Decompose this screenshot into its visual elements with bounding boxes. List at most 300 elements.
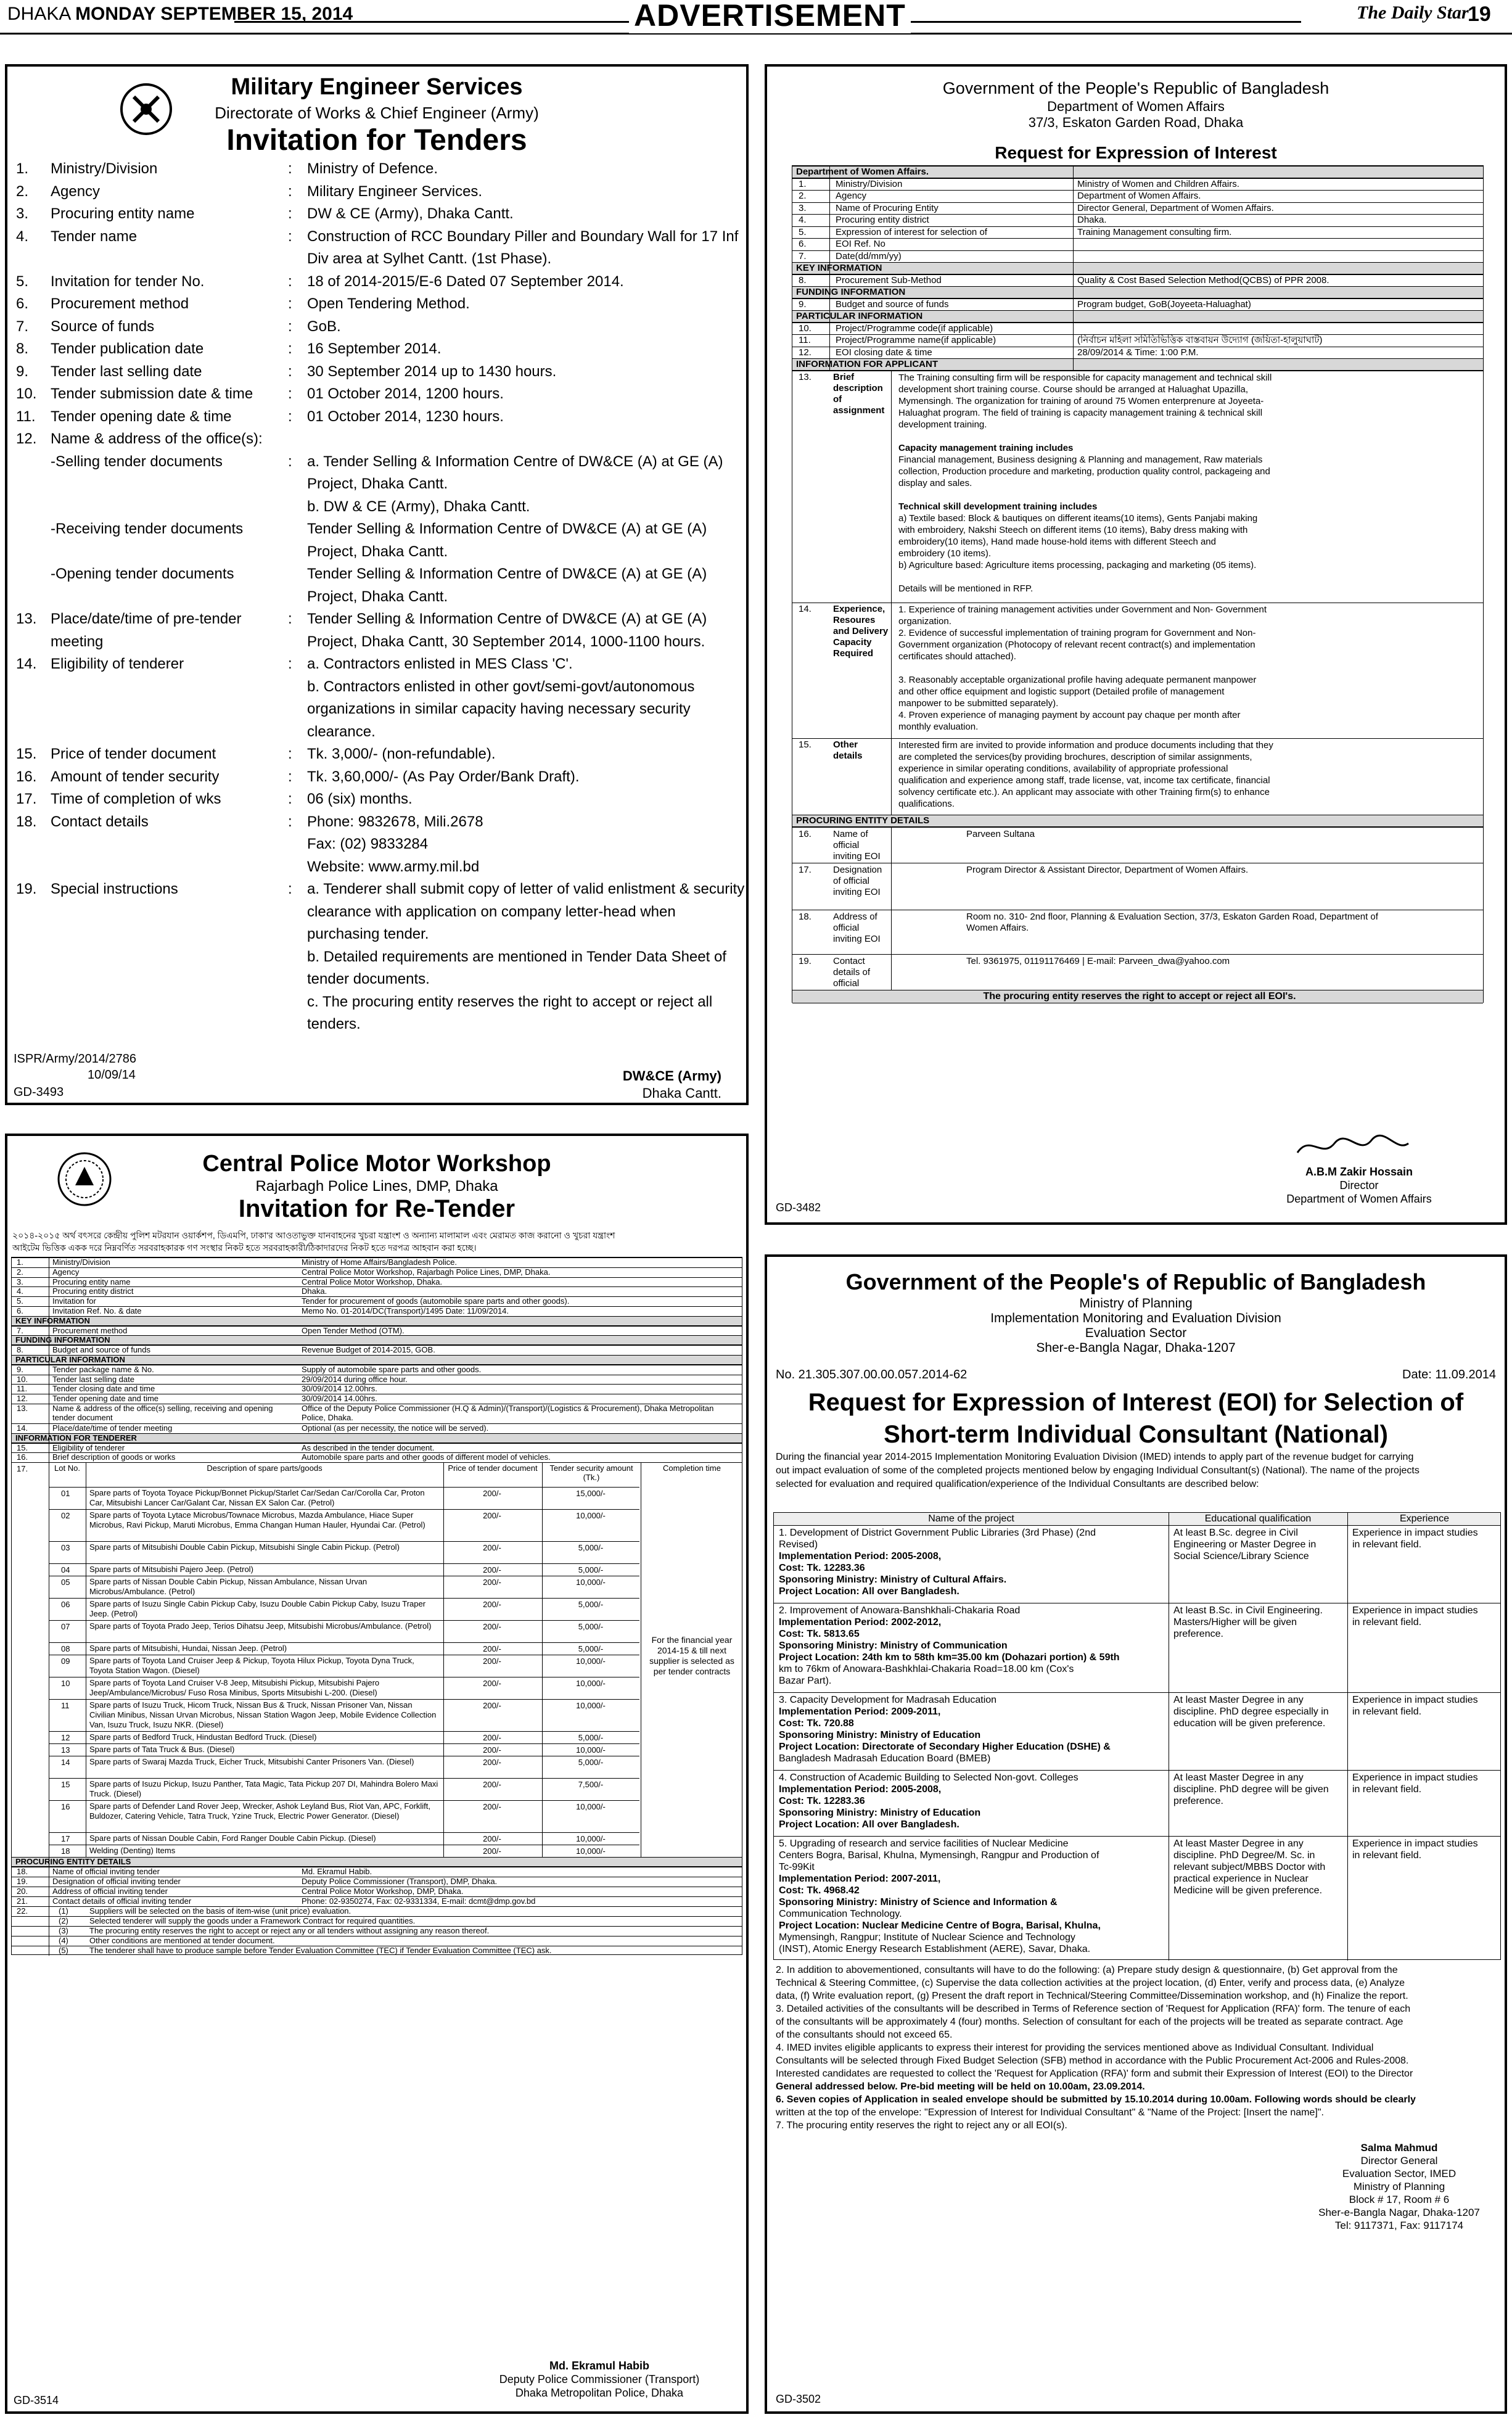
- cpmw-lot-no: 11: [61, 1701, 70, 1711]
- dwa-row-label: Project/Programme name(if applicable): [836, 335, 996, 345]
- mes-row-colon: :: [288, 205, 292, 222]
- mes-row-num: 5.: [16, 273, 29, 290]
- imed-edu-line: Engineering or Master Degree in: [1173, 1539, 1317, 1550]
- cpmw-row-value: Memo No. 01-2014/DC(Transport)/1495 Date: 11/09/2014.: [302, 1306, 509, 1315]
- cpmw-row-label: Tender package name & No.: [52, 1364, 154, 1374]
- imed-exp-line: Experience in impact studies: [1352, 1605, 1478, 1616]
- mes-row-value: Tk. 3,60,000/- (As Pay Order/Bank Draft).: [307, 768, 580, 785]
- dwa-brief-line: Mymensingh. The organization for training of around 75 Women enterprenure at Joyeeta-: [898, 395, 1264, 406]
- imed-title-1: Request for Expression of Interest (EOI) for Selection of: [808, 1389, 1464, 1416]
- mes-row-label: Procuring entity name: [51, 205, 195, 222]
- imed-edu-line: discipline. PhD degree especially in: [1173, 1706, 1329, 1717]
- cpmw-lot-price: 200/-: [483, 1834, 501, 1844]
- mes-sign-1: DW&CE (Army): [622, 1068, 721, 1084]
- cpmw-note-idx: (3): [59, 1926, 68, 1936]
- cpmw-row-label: Place/date/time of tender meeting: [52, 1423, 173, 1433]
- cpmw-lot-no: 08: [61, 1644, 70, 1654]
- dwa-row: [792, 323, 1483, 335]
- cpmw-lot-desc: Spare parts of Mitsubishi Double Cabin Pickup, Mitsubishi Single Cabin Pickup. (Petrol): [89, 1542, 400, 1552]
- dwa-row-label: Name of Procuring Entity: [836, 202, 939, 213]
- cpmw-lot-price: 200/-: [483, 1758, 501, 1768]
- cpmw-lot-security: 10,000/-: [576, 1701, 606, 1711]
- dwa-brief-line: display and sales.: [898, 477, 972, 488]
- dwa-row-value: Ministry of Women and Children Affairs.: [1077, 178, 1239, 189]
- mes-row-value: Div area at Sylhet Cantt. (1st Phase).: [307, 250, 552, 267]
- dwa-eoi-ad: [765, 64, 1507, 1225]
- cpmw-note-idx: (1): [59, 1906, 68, 1916]
- imed-edu-line: preference.: [1173, 1629, 1223, 1639]
- dwa-signature-icon: [1291, 1131, 1415, 1162]
- cpmw-lot-no: 06: [61, 1600, 70, 1610]
- cpmw-retender-ad: [5, 1134, 749, 2414]
- imed-edu-line: Masters/Higher will be given: [1173, 1617, 1297, 1628]
- imed-project-line: Centers Bogra, Barisal, Khulna, Mymensingh, Rangpur and Production of: [779, 1850, 1099, 1861]
- imed-edu-line: discipline. PhD degree will be given: [1173, 1784, 1329, 1795]
- dwa-pe-label: Name of official inviting EOI: [833, 828, 881, 862]
- cpmw-lot-security: 10,000/-: [576, 1745, 606, 1755]
- dwa-row-value: Director General, Department of Women Affairs.: [1077, 202, 1274, 213]
- mes-row-value: Tender Selling & Information Centre of DW&CE (A) at GE (A): [307, 521, 707, 537]
- dwa-pe-value: Room no. 310- 2nd floor, Planning & Evaluation Section, 37/3, Eskaton Garden Road, Department of Women Affairs.: [966, 911, 1378, 933]
- cpmw-lot-security: 15,000/-: [576, 1489, 606, 1499]
- cpmw-row-label: Agency: [52, 1267, 80, 1277]
- dwa-pe-num: 17.: [799, 864, 811, 875]
- cpmw-note-idx: (4): [59, 1936, 68, 1946]
- cpmw-lot-security: 5,000/-: [578, 1600, 604, 1610]
- cpmw-row-value: Office of the Deputy Police Commissioner (H.Q & Admin)/(Transport)/(Logistics & Procurement), Dhaka Metropolitan Police, Dhaka.: [302, 1404, 714, 1422]
- cpmw-lot-security: 5,000/-: [578, 1758, 604, 1768]
- cpmw-intro-2: আইটেম ভিত্তিক একক দরে নিম্নবর্ণিত সরবরাহকারক গণ সংস্থার নিকট হতে সরবরাহকারী/ঠিকাদারদের নিকট হতে দরপত্র আহবান করা হচ্ছে।: [12, 1243, 477, 1253]
- cpmw-lot-security: 10,000/-: [576, 1846, 606, 1856]
- mes-row-colon: :: [288, 453, 292, 470]
- cpmw-row-num: 11.: [17, 1384, 28, 1394]
- cpmw-lot-desc: Spare parts of Defender Land Rover Jeep, Wrecker, Ashok Leyland Bus, Riot Van, APC, Forklift, Buldozer, Catering Vehicle, Tatra Truck, Yzine Truck, Electric Power Generator. (Diesel): [89, 1801, 431, 1821]
- mes-row-num: 12.: [16, 430, 37, 447]
- cpmw-lot-price: 200/-: [483, 1679, 501, 1689]
- imed-project-line: Revised): [779, 1539, 818, 1550]
- cpmw-lot-security: 10,000/-: [576, 1578, 606, 1587]
- cpmw-pe-label: Address of official inviting tender: [52, 1887, 168, 1896]
- cpmw-lot-no: 17: [61, 1834, 70, 1844]
- imed-project-line: Sponsoring Ministry: Ministry of Education: [779, 1808, 981, 1818]
- cpmw-completion: For the financial year 2014-15 & till next supplier is selected as per tender contracts: [649, 1635, 734, 1677]
- cpmw-row-num: 4.: [17, 1286, 23, 1296]
- cpmw-sig-org: Dhaka Metropolitan Police, Dhaka: [515, 2387, 684, 2399]
- cpmw-row-num: 13.: [17, 1404, 28, 1413]
- imed-project-line: Project Location: All over Bangladesh.: [779, 1586, 959, 1597]
- imed-note-line: 4. IMED invites eligible applicants to express their interest for providing the services mentioned above as Individual Consultant. Individual: [776, 2043, 1374, 2053]
- cpmw-row-label: Procuring entity name: [52, 1277, 131, 1286]
- dwa-brief-line: Haluaghat program. The field of training is capacity management training & technical skill: [898, 407, 1263, 418]
- dwa-pe-num: 16.: [799, 828, 811, 839]
- cpmw-lot-no: 03: [61, 1543, 70, 1553]
- mes-row-num: 4.: [16, 228, 29, 245]
- dwa-section-head: Department of Women Affairs.: [792, 166, 1483, 178]
- dwa-row: [792, 347, 1483, 359]
- dwa-row: [792, 214, 1483, 226]
- imed-project-line: Cost: Tk. 5813.65: [779, 1629, 860, 1639]
- dwa-exp-line: 3. Reasonably acceptable organizational profile having adequate permanent manpower: [898, 674, 1257, 685]
- mes-row-num: 17.: [16, 791, 37, 807]
- cpmw-row-value: 30/09/2014 12.00hrs.: [302, 1384, 377, 1394]
- mes-row-num: 11.: [16, 408, 36, 425]
- cpmw-lot-security: 5,000/-: [578, 1543, 604, 1553]
- imed-note-line: 2. In addition to abovementioned, consultants will have to do the following: (a) Prepare study design & questionnaire, (b) Get approval from the: [776, 1965, 1398, 1975]
- mes-row-value: Construction of RCC Boundary Piller and Boundary Wall for 17 Inf: [307, 228, 739, 245]
- dwa-addr: 37/3, Eskaton Garden Road, Dhaka: [1028, 115, 1244, 130]
- imed-note-line: data, (f) Write evaluation report, (g) Present the draft report in Technical/Steering Committee/Dissemination workshop, and (h) Finalize the report.: [776, 1991, 1408, 2001]
- imed-col-head: Experience: [1399, 1513, 1450, 1524]
- dwa-block-num: 15.: [799, 739, 811, 750]
- imed-project-line: km to 76km of Anowara-Bashkhlai-Chakaria Road=18.00 km (Cox's: [779, 1664, 1074, 1674]
- imed-exp-line: Experience in impact studies: [1352, 1838, 1478, 1849]
- imed-edu-line: relevant subject/MBBS Doctor with: [1173, 1862, 1326, 1872]
- dwa-row-value: 28/09/2014 & Time: 1:00 P.M.: [1077, 347, 1199, 358]
- cpmw-lot-security: 10,000/-: [576, 1511, 606, 1521]
- dwa-section-head: PARTICULAR INFORMATION: [792, 310, 1483, 323]
- imed-edu-line: Social Science/Library Science: [1173, 1551, 1309, 1562]
- mes-row-num: 14.: [16, 656, 37, 672]
- imed-eoi-ad: [765, 1254, 1507, 2414]
- cpmw-lot-desc: Welding (Denting) Items: [89, 1846, 176, 1856]
- cpmw-lot-desc: Spare parts of Isuzu Single Cabin Pickup Caby, Isuzu Double Cabin Pickup Caby, Isuzu Traper Jeep. (Petrol): [89, 1599, 426, 1619]
- dwa-col-divider: [1073, 166, 1074, 371]
- dwa-row: [792, 190, 1483, 202]
- mes-row-value: Website: www.army.mil.bd: [307, 858, 480, 875]
- imed-edu-line: At least Master Degree in any: [1173, 1772, 1304, 1783]
- mes-row-value: Military Engineer Services.: [307, 183, 483, 200]
- cpmw-lot-no: 07: [61, 1622, 70, 1632]
- cpmw-note-text: Suppliers will be selected on the basis of item-wise (unit price) evaluation.: [89, 1906, 351, 1916]
- imed-project-line: Project Location: Directorate of Secondary Higher Education (DSHE) &: [779, 1742, 1111, 1752]
- imed-date: Date: 11.09.2014: [1402, 1368, 1496, 1381]
- mes-row-colon: :: [288, 768, 292, 785]
- imed-title-2: Short-term Individual Consultant (National): [884, 1421, 1388, 1448]
- dwa-pe-label: Designation of official inviting EOI: [833, 864, 882, 897]
- dwa-row-label: Project/Programme code(if applicable): [836, 323, 993, 334]
- dwa-row-num: 1.: [799, 178, 807, 189]
- imed-project-line: Communication Technology.: [779, 1909, 902, 1919]
- mes-row-num: 8.: [16, 340, 29, 357]
- mes-row-num: 2.: [16, 183, 29, 200]
- dwa-exp-line: Government organization (Photocopy of relevant recent contract(s) and implementation: [898, 639, 1255, 650]
- mes-row-value: DW & CE (Army), Dhaka Cantt.: [307, 205, 514, 222]
- imed-note-line: 3. Detailed activities of the consultants will be described in Terms of Reference section of 'Request for Application (RFA)' form. The tenure of each: [776, 2004, 1411, 2014]
- dwa-row-num: 12.: [799, 347, 811, 358]
- imed-min: Ministry of Planning: [1079, 1296, 1193, 1311]
- cpmw-row-label: Tender closing date and time: [52, 1384, 155, 1394]
- cpmw-lot-no: 04: [61, 1565, 70, 1575]
- cpmw-intro-1: ২০১৪-২০১৫ অর্থ বৎসরে কেন্দ্রীয় পুলিশ মটরযান ওয়ার্কশপ, ডিএমপি, ঢাকা'র আওতাভুক্ত যানবাহনের খুচরা যন্ত্রাংশ ও অন্যান্য মালামাল এবং মেরামত কাজ করানো ও খুচরা যন্ত্রাংশ: [12, 1230, 615, 1240]
- cpmw-row-value: As described in the tender document.: [302, 1443, 435, 1452]
- mes-row-label: Agency: [51, 183, 101, 200]
- imed-note-line: of the consultants will be approximately 4 (four) months. Selection of consultant for each of the projects will be treated as separate contract. Age: [776, 2017, 1403, 2027]
- imed-exp-line: Experience in impact studies: [1352, 1695, 1478, 1705]
- dwa-pe-label: Contact details of official: [833, 955, 871, 989]
- mes-row-colon: :: [288, 318, 292, 335]
- imed-project-line: Project Location: Nuclear Medicine Centre of Bogra, Barisal, Khulna,: [779, 1920, 1101, 1931]
- imed-project-line: Implementation Period: 2002-2012,: [779, 1617, 942, 1628]
- mes-row-num: 10.: [16, 385, 37, 402]
- cpmw-title: Invitation for Re-Tender: [238, 1195, 516, 1222]
- imed-col-head: Name of the project: [928, 1513, 1014, 1524]
- mes-row-label: Price of tender document: [51, 746, 216, 762]
- cpmw-lot-head: Description of spare parts/goods: [207, 1463, 323, 1473]
- mes-row-colon: :: [288, 273, 292, 290]
- dwa-block-label: Brief description of assignment: [833, 371, 885, 416]
- dwa-exp-line: certificates should attached).: [898, 651, 1016, 662]
- dwa-exp-line: 1. Experience of training management activities under Government and Non- Government: [898, 604, 1267, 615]
- imed-project-line: Cost: Tk. 720.88: [779, 1718, 854, 1729]
- imed-edu-line: Medicine will be given preference.: [1173, 1885, 1323, 1896]
- dwa-row-value: Quality & Cost Based Selection Method(QCBS) of PPR 2008.: [1077, 274, 1329, 286]
- cpmw-lot-head: Completion time: [663, 1463, 721, 1473]
- dwa-exp-line: and other office equipment and logistic support (Detailed profile of management: [898, 686, 1225, 697]
- page-number: 19: [1468, 2, 1491, 26]
- mes-row-value: Open Tendering Method.: [307, 295, 470, 312]
- imed-project-line: Implementation Period: 2009-2011,: [779, 1706, 941, 1717]
- imed-projects-table: [773, 1512, 1501, 1960]
- mes-row-num: 1.: [16, 160, 29, 177]
- cpmw-lot-price: 200/-: [483, 1802, 501, 1812]
- dwa-row-label: Date(dd/mm/yy): [836, 250, 902, 261]
- mes-row-label: Source of funds: [51, 318, 155, 335]
- mes-row-value: Fax: (02) 9833284: [307, 836, 429, 852]
- cpmw-row-num: 9.: [17, 1364, 23, 1374]
- dwa-block-label: Experience, Resoures and Delivery Capacity Required: [833, 603, 889, 659]
- cpmw-pe-value: Deputy Police Commissioner (Transport), DMP, Dhaka.: [302, 1877, 498, 1887]
- cpmw-note-text: The procuring entity reserves the right to accept or reject any or all tenders without assigning any reason thereof.: [89, 1926, 490, 1936]
- page-header: [0, 0, 1512, 35]
- mes-row-label: Name & address of the office(s):: [51, 430, 263, 447]
- dwa-row-num: 9.: [799, 298, 807, 310]
- dwa-row-label: Budget and source of funds: [836, 298, 949, 310]
- cpmw-lot-desc: Spare parts of Isuzu Truck, Hicom Truck, Nissan Bus & Truck, Nissan Prisoner Van, Nissan Civilian Minibus, Nissan Urvan Microbus, Nissan Station Wagon Jeep, Mobile Evidence Collection Van, Isuzu Truck, Isuzu NKR. (Diesel): [89, 1700, 437, 1730]
- cpmw-pe-head: PROCURING ENTITY DETAILS: [12, 1857, 742, 1867]
- dwa-pe-value: Tel. 9361975, 01191176469 | E-mail: Parveen_dwa@yahoo.com: [966, 955, 1230, 966]
- dwa-gov: Government of the People's Republic of Bangladesh: [942, 79, 1329, 97]
- mes-row-label: Time of completion of wks: [51, 791, 221, 807]
- cpmw-row-value: Optional (as per necessity, the notice will be served).: [302, 1423, 489, 1433]
- mes-row-num: 7.: [16, 318, 29, 335]
- mes-row-label: Invitation for tender No.: [51, 273, 205, 290]
- mes-row-num: 18.: [16, 813, 37, 830]
- mes-row-value: a. Contractors enlisted in MES Class 'C'.: [307, 656, 573, 672]
- imed-project-line: Implementation Period: 2005-2008,: [779, 1551, 942, 1562]
- dwa-brief-line: Technical skill development training includes: [898, 501, 1098, 512]
- dwa-row-value: Training Management consulting firm.: [1077, 226, 1232, 237]
- dwa-row-num: 6.: [799, 239, 807, 249]
- cpmw-lot-no: 18: [61, 1846, 70, 1856]
- paper-logo: The Daily Star: [1357, 2, 1469, 23]
- mes-row-colon: :: [288, 363, 292, 380]
- cpmw-row-num: 5.: [17, 1296, 23, 1306]
- imed-col-head: Educational qualification: [1204, 1513, 1312, 1524]
- cpmw-lot-price: 200/-: [483, 1846, 501, 1856]
- cpmw-org: Central Police Motor Workshop: [202, 1151, 551, 1177]
- cpmw-row-value: Open Tender Method (OTM).: [302, 1325, 405, 1335]
- cpmw-lot-security: 5,000/-: [578, 1733, 604, 1743]
- cpmw-note-num: 22.: [17, 1906, 28, 1916]
- dwa-brief-line: with embroidery, Nakshi Steech on different items (10 items), Baby dress making with: [898, 524, 1248, 535]
- mes-row-value: b. Contractors enlisted in other govt/semi-govt/autonomous: [307, 678, 695, 695]
- cpmw-pe-label: Name of official inviting tender: [52, 1867, 160, 1877]
- imed-project-line: Bazar Part).: [779, 1676, 832, 1686]
- dwa-pe-divider: [891, 910, 892, 954]
- cpmw-lot-price: 200/-: [483, 1644, 501, 1654]
- cpmw-row-value: Ministry of Home Affairs/Bangladesh Police.: [302, 1257, 457, 1267]
- imed-sig-line: Tel: 9117371, Fax: 9117174: [1334, 2220, 1464, 2231]
- dwa-section-head: FUNDING INFORMATION: [792, 286, 1483, 298]
- mes-row-colon: :: [288, 408, 292, 425]
- cpmw-lot-price: 200/-: [483, 1622, 501, 1632]
- imed-exp-line: Experience in impact studies: [1352, 1772, 1478, 1783]
- mes-row-label: Contact details: [51, 813, 149, 830]
- dwa-col-divider: [829, 166, 830, 371]
- cpmw-lot-price: 200/-: [483, 1565, 501, 1575]
- dwa-row-num: 7.: [799, 250, 807, 261]
- mes-row-value: organizations in similar capacity having necessary security: [307, 701, 691, 717]
- cpmw-pe-num: 20.: [17, 1887, 28, 1896]
- cpmw-section-head: FUNDING INFORMATION: [12, 1335, 742, 1345]
- cpmw-lot-price: 200/-: [483, 1701, 501, 1711]
- dwa-pe-head: PROCURING ENTITY DETAILS: [792, 815, 1483, 827]
- imed-project-line: Implementation Period: 2005-2008,: [779, 1784, 942, 1795]
- mes-row-num: 9.: [16, 363, 29, 380]
- mes-row-label: Tender opening date & time: [51, 408, 232, 425]
- dwa-exp-line: manpower to be submitted separately).: [898, 698, 1059, 709]
- mes-row-value: 01 October 2014, 1230 hours.: [307, 408, 504, 425]
- cpmw-row-label: Invitation Ref. No. & date: [52, 1306, 142, 1315]
- imed-exp-line: in relevant field.: [1352, 1784, 1422, 1795]
- dwa-reserve: The procuring entity reserves the right to accept or reject all EOI's.: [792, 990, 1483, 1003]
- dwa-row-num: 10.: [799, 323, 811, 334]
- mes-row-value: 01 October 2014, 1200 hours.: [307, 385, 504, 402]
- mes-ispr-date: 10/09/14: [88, 1068, 136, 1082]
- cpmw-row-value: Automobile spare parts and other goods of different model of vehicles.: [302, 1452, 551, 1462]
- dwa-brief-line: Financial management, Business designing & Planning and management, Raw materials: [898, 454, 1263, 465]
- dwa-row-value: (নির্বাচন মহিলা সমিতিভিত্তিক বাস্তবায়ন উদ্যোগ (জয়িতা-হালুয়াঘাট): [1077, 335, 1323, 345]
- dwa-pe-num: 19.: [799, 955, 811, 966]
- cpmw-lot-desc: Spare parts of Bedford Truck, Hindustan Bedford Truck. (Diesel): [89, 1732, 317, 1742]
- cpmw-row-value: Central Police Motor Workshop, Dhaka.: [302, 1277, 443, 1286]
- mes-row-label: -Receiving tender documents: [51, 521, 244, 537]
- imed-note-line: Consultants will be selected through Fixed Budget Selection (SFB) method in accordance with the Public Procurement Act-2006 and Rules-2008.: [776, 2056, 1409, 2066]
- dwa-row: [792, 334, 1483, 347]
- mes-row-colon: :: [288, 160, 292, 177]
- cpmw-row-label: Budget and source of funds: [52, 1345, 151, 1355]
- mes-row-value: c. The procuring entity reserves the right to accept or reject all: [307, 993, 713, 1010]
- imed-gov: Government of the People's of Republic of Bangladesh: [845, 1269, 1426, 1294]
- cpmw-row-label: Procurement method: [52, 1325, 128, 1335]
- mes-row-colon: :: [288, 813, 292, 830]
- mes-title: Invitation for Tenders: [226, 124, 527, 157]
- dwa-other-line: experience in similar operating conditions, availability of appropriate professional: [898, 763, 1228, 774]
- cpmw-section-head: KEY INFORMATION: [12, 1316, 742, 1326]
- dwa-other-line: Interested firm are invited to provide information and produce documents including that they: [898, 739, 1273, 751]
- imed-addr: Sher-e-Bangla Nagar, Dhaka-1207: [1036, 1341, 1236, 1355]
- dwa-brief-line: The Training consulting firm will be responsible for capacity management and technical skill: [898, 372, 1272, 383]
- header-rule-right: [894, 21, 1301, 23]
- dwa-row-label: EOI closing date & time: [836, 347, 932, 358]
- imed-edu-line: preference.: [1173, 1796, 1223, 1806]
- dwa-row-num: 5.: [799, 226, 807, 237]
- dwa-row: [792, 238, 1483, 250]
- cpmw-lot-no: 09: [61, 1657, 70, 1666]
- mes-row-value: clearance.: [307, 723, 376, 740]
- dateline: DHAKA MONDAY SEPTEMBER 15, 2014: [7, 4, 353, 24]
- mes-row-num: 19.: [16, 881, 37, 897]
- imed-note-line: Technical & Steering Committee, (c) Supervise the data collection activities at the project location, (d) Enter, verify and process data, (e) Analyze: [776, 1978, 1405, 1988]
- dwa-row-value: Department of Women Affairs.: [1077, 191, 1201, 201]
- dwa-sig: A.B.M Zakir Hossain: [1305, 1166, 1413, 1178]
- imed-sec: Evaluation Sector: [1085, 1326, 1187, 1340]
- imed-project-line: Bangladesh Madrasah Education Board (BMEB): [779, 1753, 991, 1764]
- dwa-brief-line: Capacity management training includes: [898, 442, 1074, 453]
- cpmw-lot-price: 200/-: [483, 1745, 501, 1755]
- cpmw-lot-no: 01: [61, 1489, 70, 1499]
- cpmw-section-head: INFORMATION FOR TENDERER: [12, 1433, 742, 1443]
- imed-edu-line: practical experience in Nuclear: [1173, 1874, 1309, 1884]
- mes-row-num: 3.: [16, 205, 29, 222]
- imed-edu-line: education will be given preference.: [1173, 1718, 1326, 1729]
- dwa-exp-line: monthly evaluation.: [898, 721, 979, 732]
- dwa-row-num: 11.: [799, 335, 811, 345]
- cpmw-lot-no: 14: [61, 1758, 70, 1768]
- mes-row-num: 15.: [16, 746, 37, 762]
- mes-row-colon: :: [288, 228, 292, 245]
- cpmw-lot-no: 15: [61, 1780, 70, 1790]
- dwa-block-num: 13.: [799, 371, 811, 382]
- cpmw-row-label: Ministry/Division: [52, 1257, 110, 1267]
- mes-row-value: Tk. 3,000/- (non-refundable).: [307, 746, 496, 762]
- dwa-row-value: Program budget, GoB(Joyeeta-Haluaghat): [1077, 298, 1251, 310]
- mes-row-colon: :: [288, 183, 292, 200]
- imed-note-line: 7. The procuring entity reserves the right to reject any or all EOI(s).: [776, 2120, 1067, 2131]
- mes-row-value: a. Tenderer shall submit copy of letter of valid enlistment & security: [307, 881, 745, 897]
- cpmw-lot-desc: Spare parts of Mitsubishi, Hundai, Nissan Jeep. (Petrol): [89, 1644, 287, 1653]
- cpmw-lot-desc: Spare parts of Toyota Land Cruiser V-8 Jeep, Mitsubishi Pickup, Mitsubishi Pajero Jeep/Ambulance/Microbus/ Fuso Rosa Minibus, Sports Mitsubishi L-200. (Diesel): [89, 1678, 380, 1698]
- mes-org: Military Engineer Services: [231, 74, 523, 100]
- imed-note-line: General addressed below. Pre-bid meeting will be held on 10.00am, 23.09.2014.: [776, 2081, 1145, 2092]
- mes-row-label: -Selling tender documents: [51, 453, 223, 470]
- mes-row-colon: :: [288, 295, 292, 312]
- cpmw-pe-value: Phone: 02-9350274, Fax: 02-9331334, E-mail: dcmt@dmp.gov.bd: [302, 1896, 536, 1906]
- cpmw-row-label: Tender opening date and time: [52, 1394, 159, 1404]
- imed-sig-line: Evaluation Sector, IMED: [1342, 2168, 1457, 2179]
- dwa-row-num: 3.: [799, 202, 807, 213]
- cpmw-lot-head: Lot No.: [54, 1463, 80, 1473]
- dwa-block-divider: [891, 603, 892, 738]
- imed-exp-line: Experience in impact studies: [1352, 1528, 1478, 1538]
- dwa-brief-line: Details will be mentioned in RFP.: [898, 583, 1033, 594]
- cpmw-row-num: 12.: [17, 1394, 28, 1404]
- dwa-section-head: INFORMATION FOR APPLICANT: [792, 358, 1483, 371]
- cpmw-row-value: Tender for procurement of goods (automobile spare parts and other goods).: [302, 1296, 570, 1306]
- imed-sig-line: Sher-e-Bangla Nagar, Dhaka-1207: [1318, 2207, 1480, 2218]
- imed-ref-no: No. 21.305.307.00.00.057.2014-62: [776, 1368, 968, 1381]
- dwa-other-line: qualifications.: [898, 798, 955, 809]
- cpmw-sig: Md. Ekramul Habib: [549, 2360, 650, 2372]
- mes-tender-ad: [5, 64, 749, 1105]
- imed-exp-line: in relevant field.: [1352, 1706, 1422, 1717]
- imed-note-line: written at the top of the envelope: "Expression of Interest for Individual Consultant" & "Name of the Project: [Insert the name]".: [776, 2107, 1324, 2118]
- cpmw-lot-desc: Spare parts of Nissan Double Cabin Pickup, Nissan Ambulance, Nissan Urvan Microbus/Ambulance. (Petrol): [89, 1577, 368, 1597]
- imed-project-line: Cost: Tk. 4968.42: [779, 1885, 860, 1896]
- mes-sign-2: Dhaka Cantt.: [642, 1085, 721, 1101]
- dwa-brief-line: collection, Production procedure and marketing, production quality control, packageing and: [898, 466, 1270, 477]
- imed-sig-line: Ministry of Planning: [1353, 2181, 1445, 2192]
